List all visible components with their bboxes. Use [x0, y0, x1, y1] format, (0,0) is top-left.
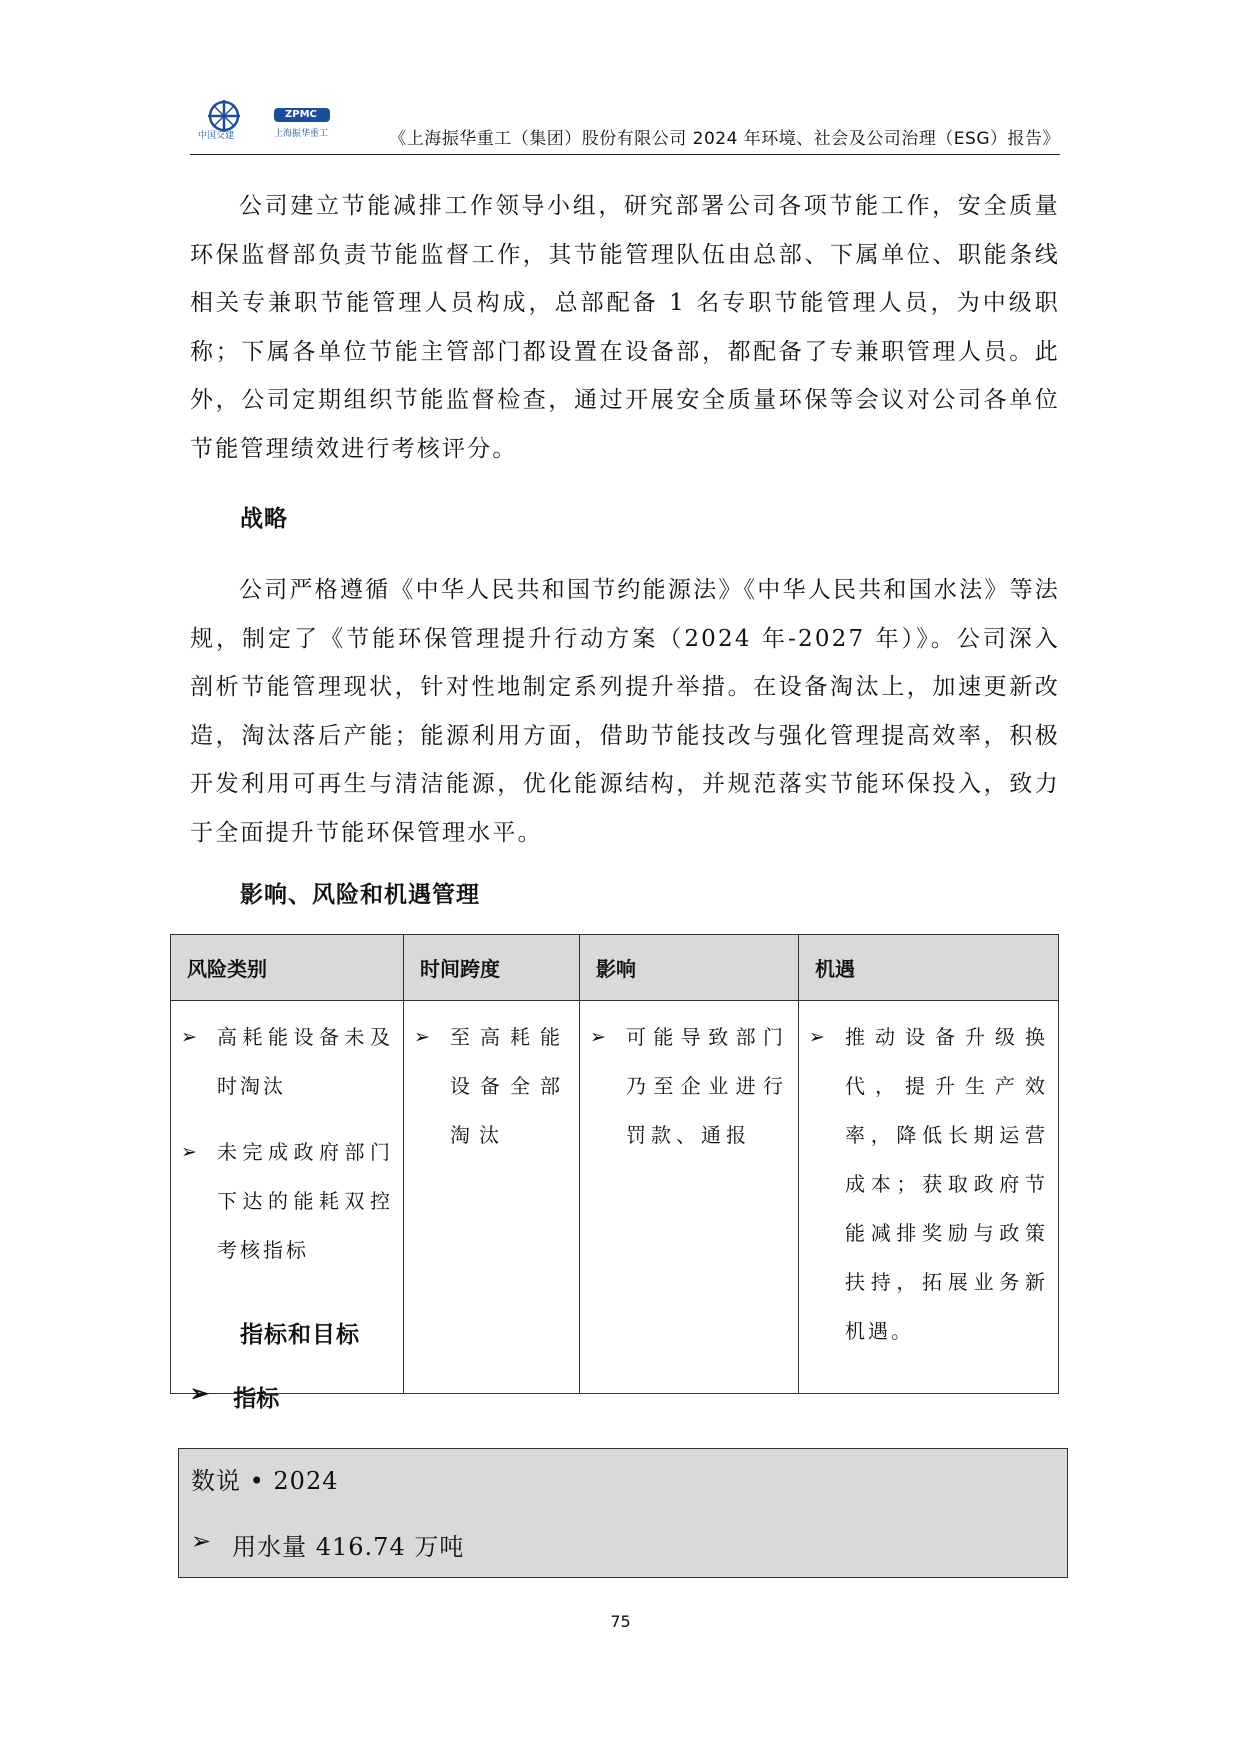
water-usage-value: 用水量 416.74 万吨 — [232, 1533, 465, 1561]
col-header-time-span: 时间跨度 — [404, 935, 580, 1001]
arrow-bullet-icon: ➢ — [191, 1527, 213, 1555]
sub-bullet-metrics — [190, 1380, 279, 1413]
col-header-impact: 影响 — [580, 935, 799, 1001]
arrow-bullet-icon: ➢ — [181, 1141, 197, 1163]
paragraph-governance: 公司建立节能减排工作领导小组，研究部署公司各项节能工作，安全质量环保监督部负责节能监督工作，其节能管理队伍由总部、下属单位、职能条线相关专兼职节能管理人员构成，总部配备 1 名专职节能管理人员，为中级职称；下属各单位节能主管部门都设置在设备部，都配备了专兼职管理人员。此外，公司定期组织节能监督检查，通过开展安全质量环保等会议对公司各单位节能管理绩效进行考核评分。 — [190, 193, 1060, 462]
report-title: 《上海振华重工（集团）股份有限公司 2024 年环境、社会及公司治理（ESG）报告》 — [389, 129, 1060, 149]
data-box-line — [191, 1527, 464, 1562]
list-item: ➢ 未完成政府部门下达的能耗双控考核指标 — [181, 1128, 393, 1275]
arrow-bullet-icon: ➢ — [590, 1026, 606, 1048]
page-number: 75 — [610, 1612, 631, 1631]
cell-impact — [580, 1001, 799, 1394]
heading-metrics: 指标和目标 — [240, 1321, 360, 1348]
crcc-logo-text: 中国交建 — [198, 131, 235, 141]
page-header — [190, 92, 1060, 155]
zpmc-logo-text: 上海振华重工 — [274, 129, 329, 139]
paragraph-strategy: 公司严格遵循《中华人民共和国节约能源法》《中华人民共和国水法》等法规，制定了《节能环保管理提升行动方案（2024 年-2027 年）》。公司深入剖析节能管理现状，针对性地制定系列提升举措。在设备淘汰上，加速更新改造，淘汰落后产能；能源利用方面，借助节能技改与强化管理提高效率，积极开发利用可再生与清洁能源，优化能源结构，并规范落实节能环保投入，致力于全面提升节能环保管理水平。 — [190, 577, 1060, 846]
crcc-logo-icon — [202, 98, 246, 150]
cell-opportunity — [799, 1001, 1059, 1394]
arrow-bullet-icon: ➢ — [181, 1026, 197, 1048]
zpmc-logo-mark: ZPMC — [285, 109, 317, 120]
data-box-title: 数说 • 2024 — [191, 1467, 339, 1495]
cell-time-span — [404, 1001, 580, 1394]
heading-strategy: 战略 — [240, 505, 288, 532]
data-box — [178, 1448, 1068, 1578]
list-item: ➢ 至高耗能设备全部淘汰 — [414, 1013, 569, 1160]
arrow-bullet-icon: ➢ — [190, 1380, 210, 1407]
col-header-opportunity: 机遇 — [799, 935, 1059, 1001]
list-item: ➢ 可能导致部门乃至企业进行罚款、通报 — [590, 1013, 788, 1160]
arrow-bullet-icon: ➢ — [809, 1026, 825, 1048]
arrow-bullet-icon: ➢ — [414, 1026, 430, 1048]
list-item: ➢ 推动设备升级换代，提升生产效率，降低长期运营成本；获取政府节能减排奖励与政策扶持，拓展业务新机遇。 — [809, 1013, 1048, 1356]
heading-risk: 影响、风险和机遇管理 — [240, 881, 480, 908]
sub-bullet-label: 指标 — [233, 1385, 280, 1412]
list-item: ➢ 高耗能设备未及时淘汰 — [181, 1013, 393, 1111]
table-header-row — [171, 935, 1059, 1001]
col-header-risk-type: 风险类别 — [171, 935, 404, 1001]
